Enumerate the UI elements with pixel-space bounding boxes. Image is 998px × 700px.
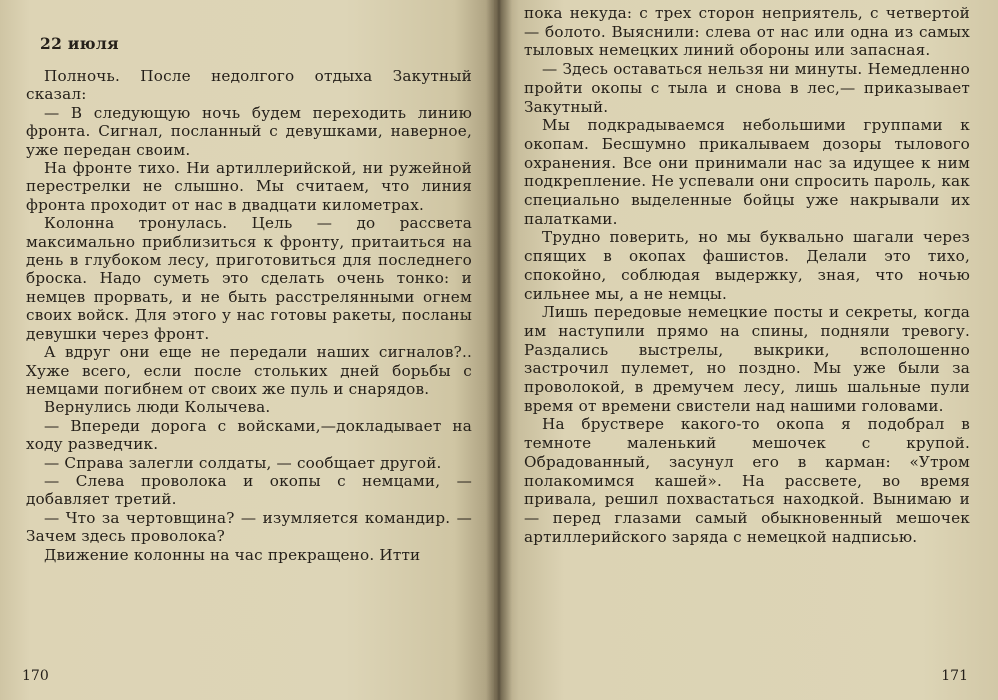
running-head: 22 июля xyxy=(40,34,119,53)
paragraph: — Слева проволока и окопы с немцами, — добавляет третий. xyxy=(26,471,472,509)
paragraph: — Что за чертовщина? — изумляется командир. — Зачем здесь проволока? xyxy=(26,508,472,546)
paragraph: — Справа залегли солдаты, — сообщает другой. xyxy=(44,453,442,472)
page-number: 171 xyxy=(941,668,968,684)
paragraph: Трудно поверить, но мы буквально шагали через спящих в окопах фашистов. Делали это тихо, спокойно, соблюдая выдержку, зная, что ночью сильнее мы, а не немцы. xyxy=(524,228,970,303)
paragraph: Колонна тронулась. Цель — до рассвета максимально приблизиться к фронту, притаиться на день в глубоком лесу, приготовиться для последнего броска. Надо суметь это сделать очень тонко: и немцев прорвать, и не быть расстрелянными огнем своих войск. Для этого у нас готовы ракеты, посланы девушки через фронт. xyxy=(26,214,472,343)
paragraph: пока некуда: с трех сторон неприятель, с четвертой — болото. Выяснили: слева от нас или одна из самых тыловых немецких линий обороны или запасная. xyxy=(524,4,970,60)
paragraph: — В следующую ночь будем переходить линию фронта. Сигнал, посланный с девушками, наверное, уже передан своим. xyxy=(26,103,472,159)
paragraph: Полночь. После недолгого отдыха Закутный сказал: xyxy=(26,67,472,104)
paragraph: — Здесь оставаться нельзя ни минуты. Немедленно пройти окопы с тыла и снова в лес,— приказывает Закутный. xyxy=(524,60,970,116)
paragraph: А вдруг они еще не передали наших сигналов?.. Хуже всего, если после стольких дней борьбы с немцами погибнем от своих же пуль и снарядов. xyxy=(26,343,472,398)
paragraph: На фронте тихо. Ни артиллерийской, ни ружейной перестрелки не слышно. Мы считаем, что линия фронта проходит от нас в двадцати километрах. xyxy=(26,159,472,214)
paragraph: Лишь передовые немецкие посты и секреты, когда им наступили прямо на спины, подняли тревогу. Раздались выстрелы, выкрики, всполошенно застрочил пулемет, но поздно. Мы уже были за проволокой, в дремучем лесу, лишь шальные пули время от времени свистели над нашими головами. xyxy=(524,303,970,415)
page-number: 170 xyxy=(22,668,49,684)
paragraph: — Впереди дорога с войсками,—докладывает на ходу разведчик. xyxy=(26,416,472,454)
left-page xyxy=(0,0,494,700)
paragraph: Вернулись люди Колычева. xyxy=(44,398,271,417)
right-page xyxy=(494,0,998,700)
paragraph: Мы подкрадываемся небольшими группами к окопам. Бесшумно прикалываем дозоры тылового охранения. Все они принимали нас за идущее к ним подкрепление. Не успевали они спросить пароль, как специально выделенные бойцы уже накрывали их палатками. xyxy=(524,116,970,228)
paragraph: На бруствере какого-то окопа я подобрал в темноте маленький мешочек с крупой. Обрадованный, засунул его в карман: «Утром полакомимся кашей». На рассвете, во время привала, решил похвастаться находкой. Вынимаю и — перед глазами самый обыкновенный мешочек артиллерийского заряда с немецкой надписью. xyxy=(524,415,970,546)
paragraph: Движение колонны на час прекращено. Итти xyxy=(44,545,421,564)
